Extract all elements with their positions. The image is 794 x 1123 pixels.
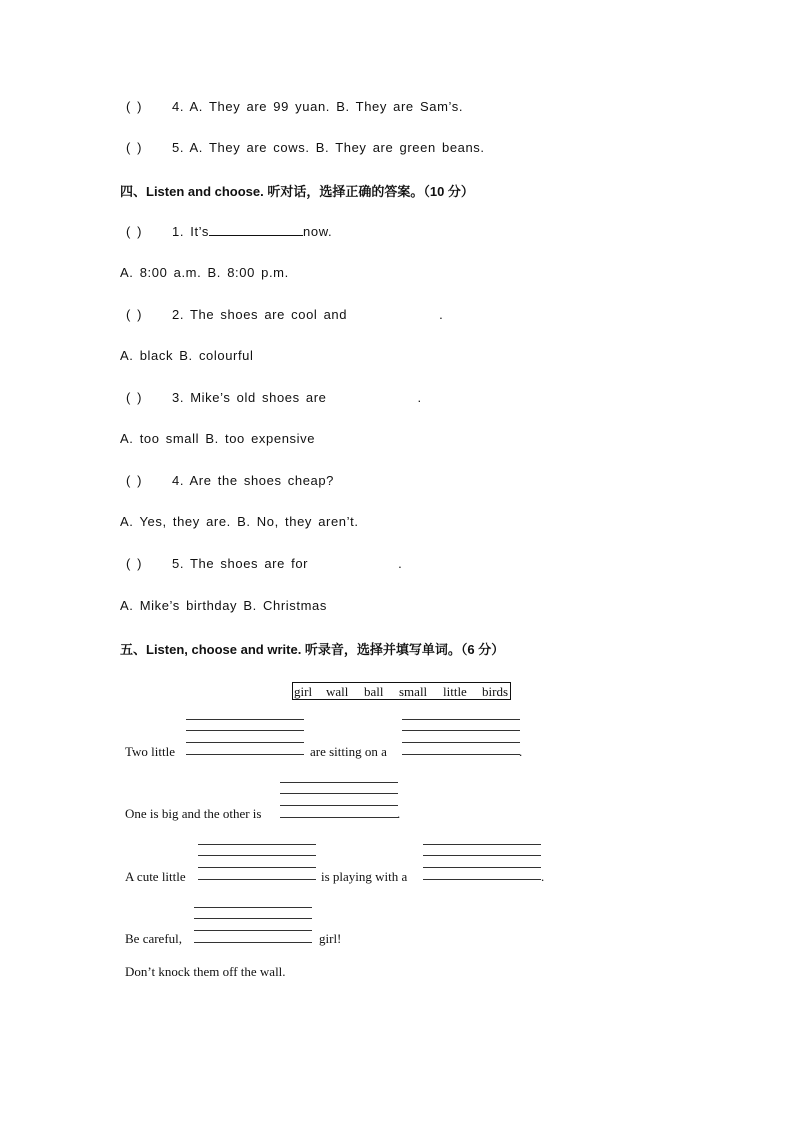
sentence-text: is playing with a	[321, 869, 408, 884]
question-stem: 3. Mike’s old shoes are	[172, 390, 327, 405]
question-text: 4. A. They are 99 yuan. B. They are Sam’s.	[172, 99, 464, 114]
four-line-writing-blank[interactable]	[198, 844, 316, 880]
word-bank-item: little	[443, 684, 467, 699]
four-line-writing-blank[interactable]	[423, 844, 541, 880]
question-stem: 1. It’s	[172, 224, 210, 239]
sentence-end: .	[541, 869, 545, 884]
sentence-text: girl!	[319, 931, 342, 946]
four-line-writing-blank[interactable]	[280, 782, 398, 818]
question-stem: 2. The shoes are cool and	[172, 307, 348, 322]
options-row: A. Yes, they are. B. No, they aren’t.	[120, 514, 359, 529]
sentence-text: Be careful,	[125, 931, 183, 946]
word-bank-item: birds	[482, 684, 508, 699]
section-heading: 五、Listen, choose and write. 听录音，选择并填写单词。（6 分）	[120, 642, 505, 657]
sentence-end: .	[397, 806, 401, 821]
four-line-writing-blank[interactable]	[402, 719, 520, 755]
sentence-text: A cute little	[125, 869, 186, 884]
word-bank-item: girl	[294, 684, 313, 699]
four-line-writing-blank[interactable]	[194, 907, 312, 943]
answer-paren[interactable]: ( )	[126, 99, 143, 114]
question-text: 5. A. They are cows. B. They are green beans.	[172, 140, 485, 155]
section-heading: 四、Listen and choose. 听对话，选择正确的答案。（10 分）	[120, 184, 474, 199]
word-bank-item: small	[399, 684, 428, 699]
options-row: A. Mike’s birthday B. Christmas	[120, 598, 327, 613]
sentence-text: Don’t knock them off the wall.	[125, 964, 286, 979]
question-tail: .	[439, 307, 444, 322]
options-row: A. 8:00 a.m. B. 8:00 p.m.	[120, 265, 289, 280]
question-row	[126, 473, 334, 488]
question-tail: .	[417, 390, 422, 405]
word-bank	[292, 682, 511, 700]
word-bank-item: ball	[364, 684, 384, 699]
question-row	[126, 307, 443, 322]
word-bank-item: wall	[326, 684, 349, 699]
question-row	[126, 390, 422, 405]
sentence-text: Two little	[125, 744, 176, 759]
fill-blank[interactable]	[209, 223, 303, 236]
question-stem: 4. Are the shoes cheap?	[172, 473, 335, 488]
answer-paren[interactable]: ( )	[126, 473, 143, 488]
answer-paren[interactable]: ( )	[126, 390, 143, 405]
answer-paren[interactable]: ( )	[126, 556, 143, 571]
question-row	[126, 556, 402, 571]
answer-paren[interactable]: ( )	[126, 307, 143, 322]
four-line-writing-blank[interactable]	[186, 719, 304, 755]
sentence-end: .	[519, 744, 523, 759]
question-tail: now.	[303, 224, 333, 239]
question-row	[126, 99, 463, 114]
question-tail: .	[398, 556, 403, 571]
question-stem: 5. The shoes are for	[172, 556, 309, 571]
sentence-text: One is big and the other is	[125, 806, 262, 821]
question-row	[126, 140, 485, 155]
question-row	[126, 223, 332, 239]
sentence-text: are sitting on a	[310, 744, 387, 759]
answer-paren[interactable]: ( )	[126, 140, 143, 155]
answer-paren[interactable]: ( )	[126, 224, 143, 239]
options-row: A. black B. colourful	[120, 348, 254, 363]
options-row: A. too small B. too expensive	[120, 431, 316, 446]
